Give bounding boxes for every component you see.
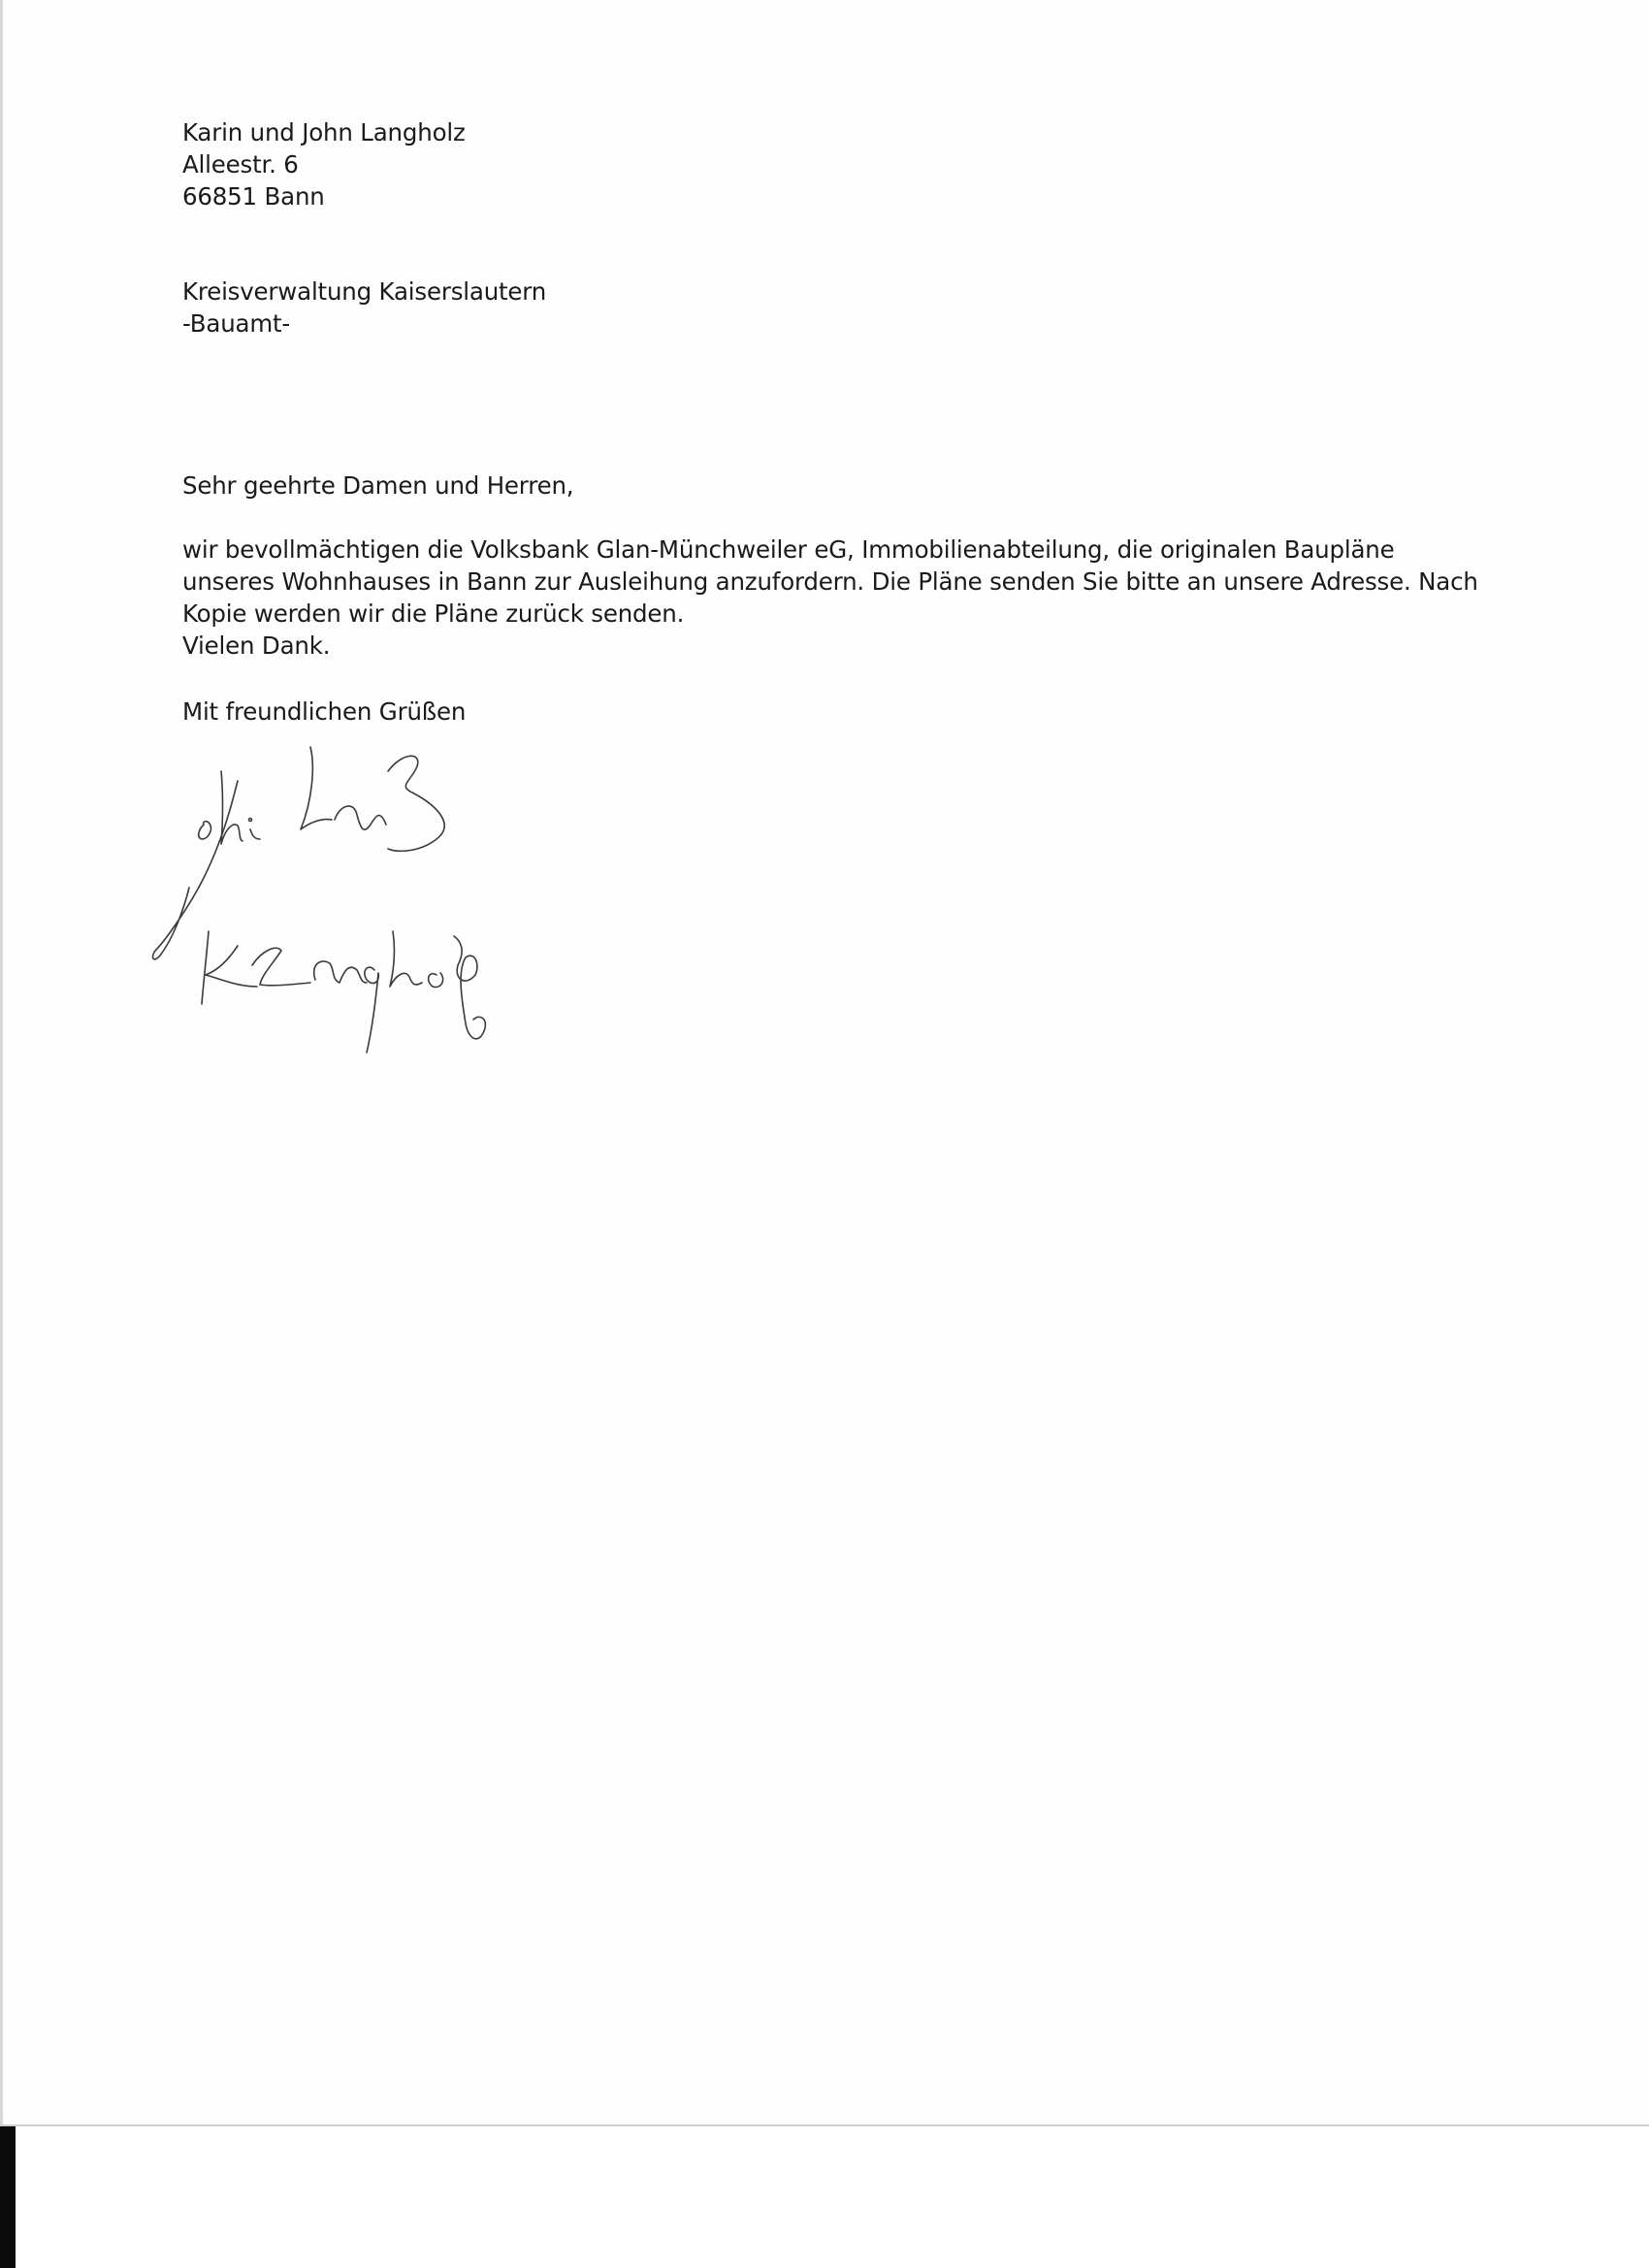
body-line: Vielen Dank.	[182, 632, 331, 660]
recipient-address	[182, 275, 546, 340]
sender-address	[182, 116, 466, 212]
signature-k-langholz	[202, 931, 485, 1053]
sender-street: Alleestr. 6	[182, 150, 299, 178]
sender-city: 66851 Bann	[182, 182, 325, 211]
signature-john-langholz	[153, 747, 445, 959]
closing: Mit freundlichen Grüßen	[182, 697, 467, 726]
scan-bottom-edge	[0, 2126, 16, 2268]
scan-bottom-area	[0, 2124, 1649, 2268]
handwritten-signatures	[146, 732, 611, 1120]
scan-edge	[0, 0, 3, 2124]
body-line: Kopie werden wir die Pläne zurück senden.	[182, 599, 685, 628]
body-line: unseres Wohnhauses in Bann zur Ausleihung anzufordern. Die Pläne senden Sie bitte an unsere Adresse. Nach	[182, 567, 1478, 596]
body-line: wir bevollmächtigen die Volksbank Glan-Münchweiler eG, Immobilienabteilung, die originalen Baupläne	[182, 535, 1395, 564]
recipient-organization: Kreisverwaltung Kaiserslautern	[182, 277, 547, 306]
letter-body	[182, 534, 1478, 662]
sender-name: Karin und John Langholz	[182, 118, 466, 146]
recipient-department: -Bauamt-	[182, 309, 291, 338]
salutation: Sehr geehrte Damen und Herren,	[182, 471, 574, 500]
